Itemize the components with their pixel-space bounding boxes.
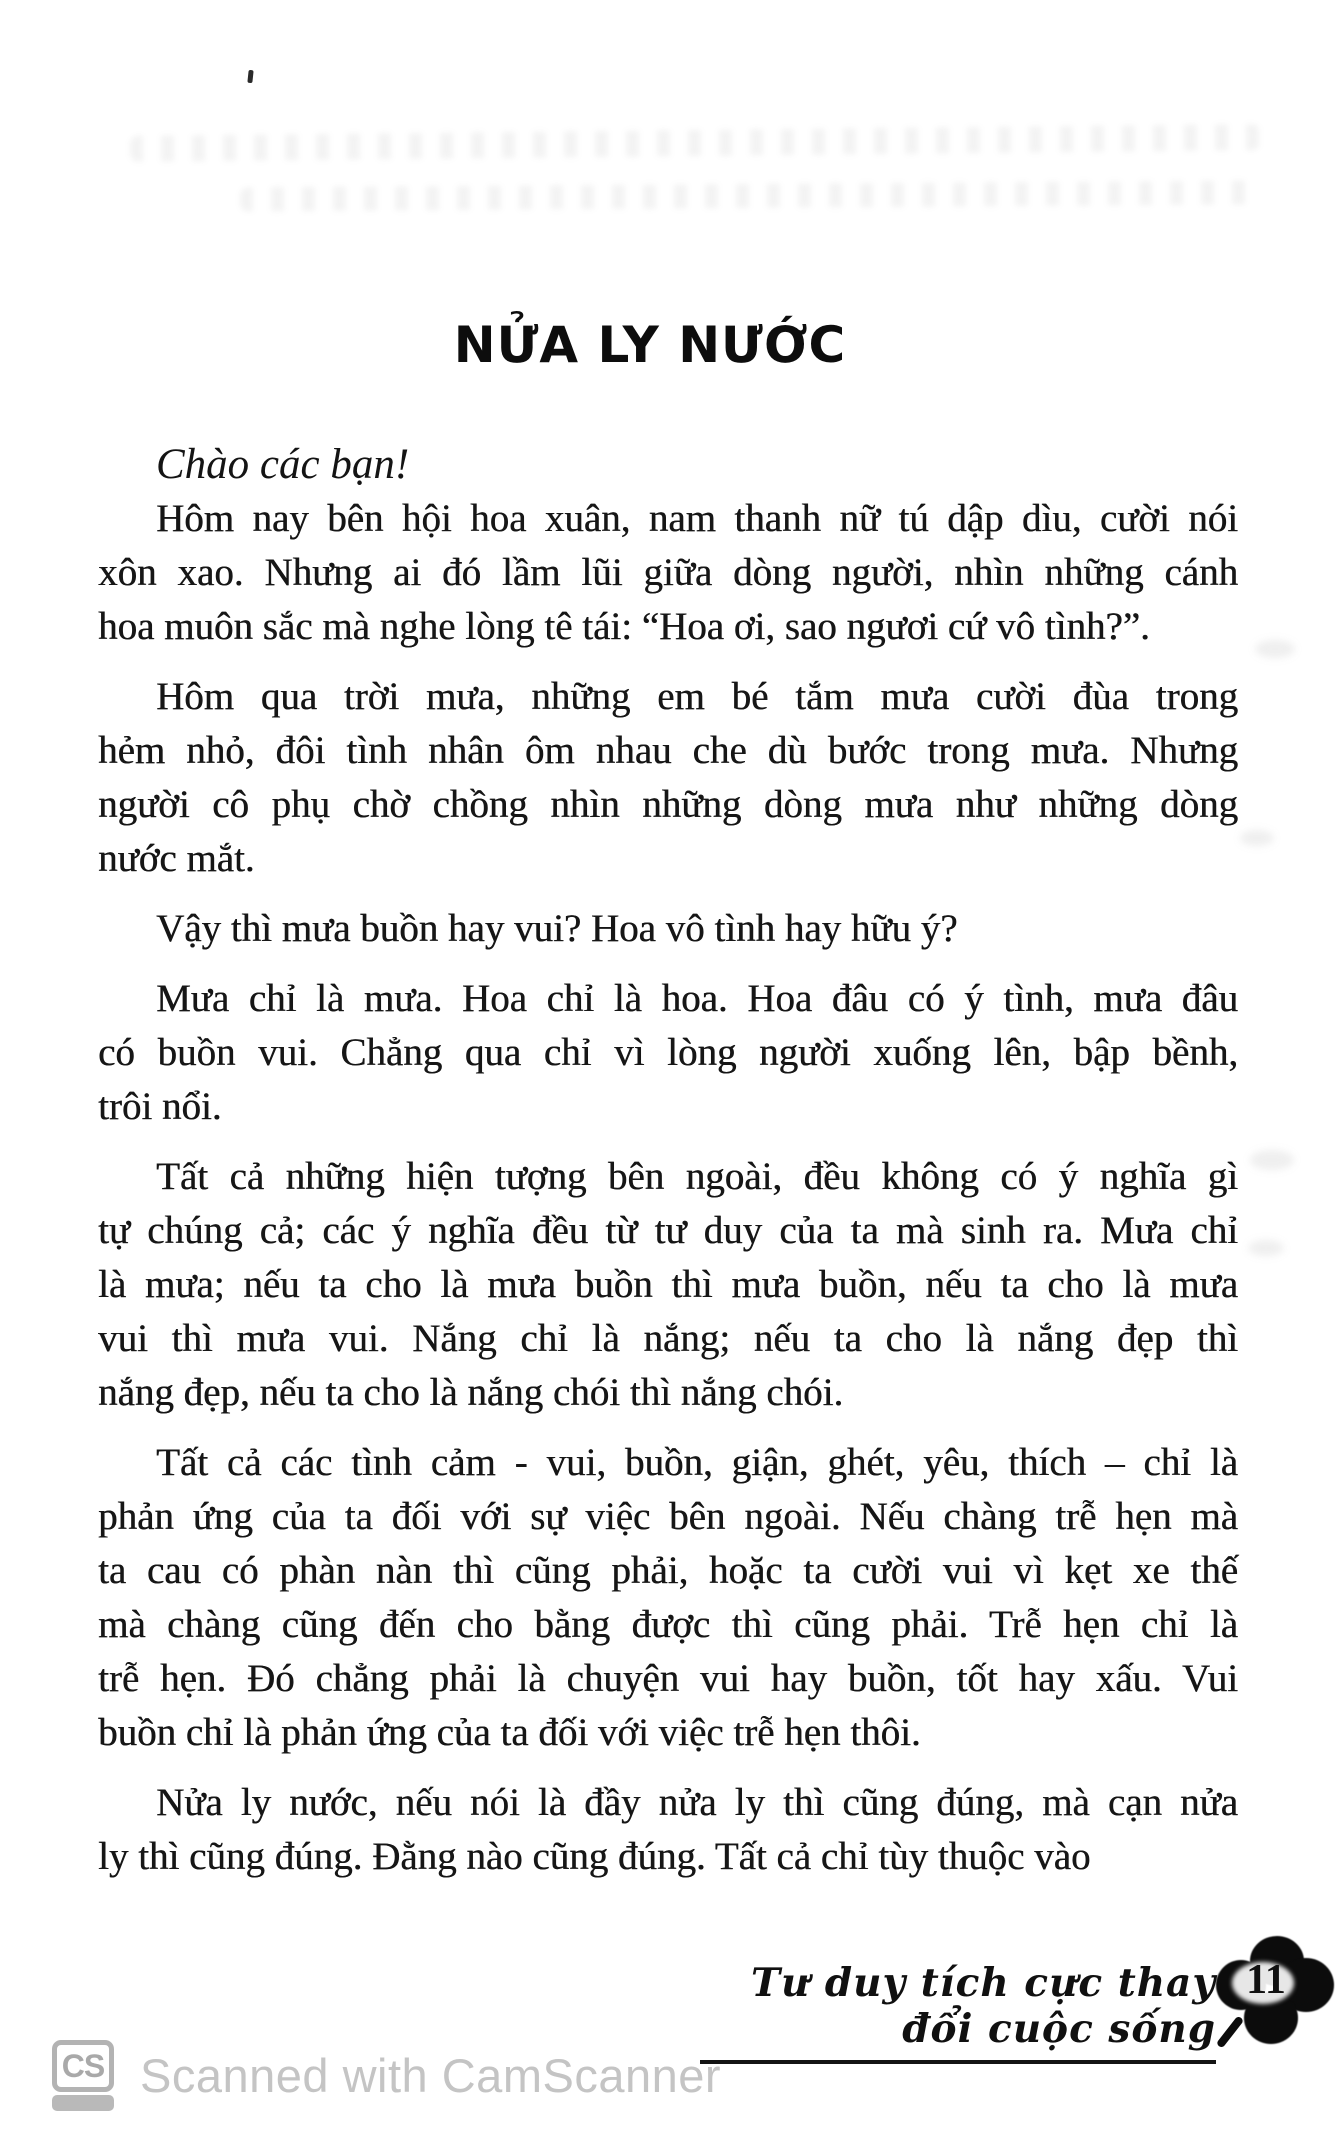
bleedthrough-smudge (1250, 1150, 1294, 1170)
text-line: ly thì cũng đúng. Đằng nào cũng đúng. Tất cả chỉ tùy thuộc vào (98, 1835, 1091, 1878)
text-line: Hôm qua trời mưa, những em bé tắm mưa cười đùa trong (156, 675, 1238, 718)
page-title: NỬA LY NƯỚC (453, 316, 847, 374)
bleedthrough-smudge (240, 180, 1250, 211)
text-line: là mưa; nếu ta cho là mưa buồn thì mưa buồn, nếu ta cho là mưa (98, 1263, 1238, 1306)
cs-logo-bar (52, 2095, 114, 2111)
text-line: có buồn vui. Chẳng qua chỉ vì lòng người xuống lên, bập bềnh, (98, 1031, 1238, 1074)
ink-speck (247, 70, 253, 83)
bleedthrough-smudge (130, 124, 1260, 162)
text-line: người cô phụ chờ chồng nhìn những dòng mưa như những dòng (98, 783, 1238, 826)
text-line: ta cau có phàn nàn thì cũng phải, hoặc ta cười vui vì kẹt xe thế (98, 1549, 1238, 1592)
text-line: tự chúng cả; các ý nghĩa đều từ tư duy của ta mà sinh ra. Mưa chỉ (98, 1209, 1238, 1252)
text-line: xôn xao. Nhưng ai đó lầm lũi giữa dòng người, nhìn những cánh (98, 551, 1238, 594)
greeting-text: Chào các bạn! (156, 441, 410, 488)
body-paragraph (98, 670, 1238, 886)
body-paragraph (98, 1436, 1238, 1760)
text-line: vui thì mưa vui. Nắng chỉ là nắng; nếu ta cho là nắng đẹp thì (98, 1317, 1238, 1360)
text-line: nắng đẹp, nếu ta cho là nắng chói thì nắng chói. (98, 1371, 844, 1414)
body-paragraph (98, 1776, 1238, 1884)
text-line: Nửa ly nước, nếu nói là đầy nửa ly thì cũng đúng, mà cạn nửa (156, 1781, 1238, 1824)
clover-stem (1216, 2015, 1244, 2048)
text-line: trễ hẹn. Đó chẳng phải là chuyện vui hay buồn, tốt hay xấu. Vui (98, 1657, 1238, 1700)
camscanner-logo-icon (52, 2040, 114, 2112)
text-line: Hôm nay bên hội hoa xuân, nam thanh nữ tú dập dìu, cười nói (156, 497, 1238, 540)
watermark-text: Scanned with CamScanner (140, 2049, 722, 2102)
body-text (98, 492, 1238, 1884)
clover-icon (1216, 1936, 1340, 2054)
text-line: trôi nổi. (98, 1085, 222, 1128)
text-line: mà chàng cũng đến cho bằng được thì cũng phải. Trễ hẹn chỉ là (98, 1603, 1238, 1646)
text-line: Tất cả các tình cảm - vui, buồn, giận, ghét, yêu, thích – chỉ là (156, 1441, 1238, 1484)
bleedthrough-smudge (1248, 1240, 1284, 1256)
text-line: Vậy thì mưa buồn hay vui? Hoa vô tình hay hữu ý? (156, 907, 958, 950)
text-line: hẻm nhỏ, đôi tình nhân ôm nhau che dù bước trong mưa. Nhưng (98, 729, 1238, 772)
text-line: Tất cả những hiện tượng bên ngoài, đều không có ý nghĩa gì (156, 1155, 1238, 1198)
bleedthrough-smudge (1255, 640, 1295, 658)
text-line: Mưa chỉ là mưa. Hoa chỉ là hoa. Hoa đâu có ý tình, mưa đâu (156, 977, 1238, 1020)
footer-tagline: Tư duy tích cực thay đổi cuộc sống (700, 1960, 1216, 2064)
body-paragraph (98, 492, 1238, 654)
bleedthrough-smudge (1240, 830, 1274, 846)
body-paragraph (98, 972, 1238, 1134)
cs-logo-box: CS (52, 2040, 114, 2092)
text-line: hoa muôn sắc mà nghe lòng tê tái: “Hoa ơi, sao ngươi cứ vô tình?”. (98, 605, 1150, 648)
text-line: phản ứng của ta đối với sự việc bên ngoài. Nếu chàng trễ hẹn mà (98, 1495, 1238, 1538)
text-line: buồn chỉ là phản ứng của ta đối với việc trễ hẹn thôi. (98, 1711, 921, 1754)
text-line: nước mắt. (98, 837, 255, 880)
body-paragraph (98, 902, 1238, 956)
body-paragraph (98, 1150, 1238, 1420)
page-number: 11 (1246, 1957, 1286, 2003)
text-column (98, 312, 1238, 1900)
